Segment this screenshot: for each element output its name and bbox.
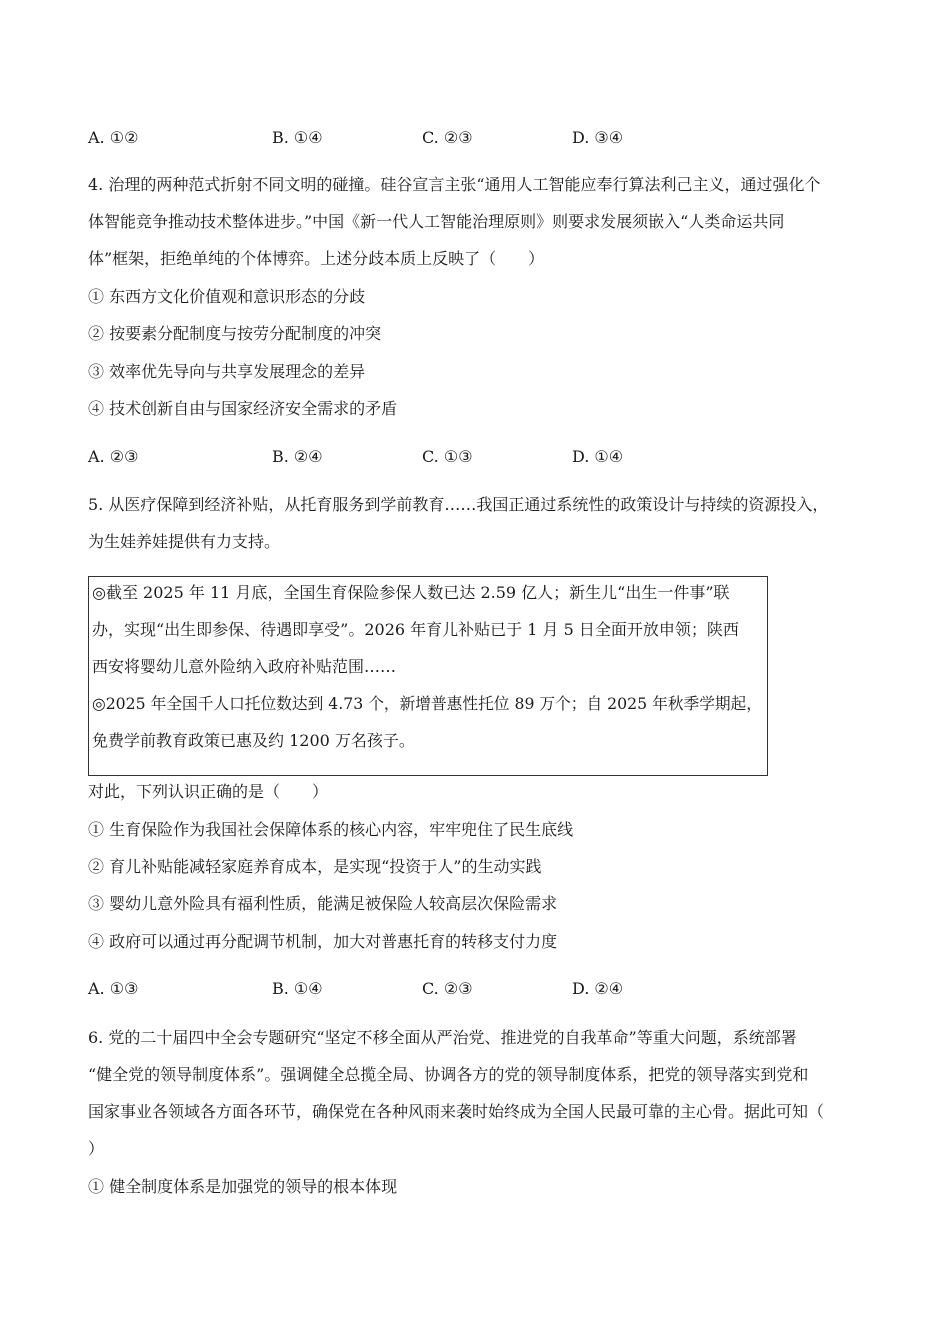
q6-stem-line: “健全党的领导制度体系”。强调健全总揽全局、协调各方的党的领导制度体系，把党的领导落实到党和	[88, 1065, 809, 1084]
q5-material-box	[88, 576, 768, 776]
q6-stem-line: 国家事业各领域各方面各环节，确保党在各种风雨来袭时始终成为全国人民最可靠的主心骨。据此可知（	[88, 1102, 825, 1121]
q4-stem-line: 体智能竞争推动技术整体进步。”中国《新一代人工智能治理原则》则要求发展须嵌入“人类命运共同	[88, 212, 785, 231]
q4-item-3: ③ 效率优先导向与共享发展理念的差异	[88, 362, 366, 381]
q5-box-line: ◎截至 2025 年 11 月底，全国生育保险参保人数已达 2.59 亿人；新生儿“出生一件事”联	[92, 583, 730, 602]
q5-option-a: A. ①③	[88, 979, 139, 998]
q4-item-2: ② 按要素分配制度与按劳分配制度的冲突	[88, 324, 382, 343]
q5-item-3: ③ 婴幼儿意外险具有福利性质，能满足被保险人较高层次保险需求	[88, 894, 558, 913]
q4-option-a: A. ②③	[88, 447, 139, 466]
q4-options	[88, 447, 788, 467]
q4-option-b: B. ②④	[272, 447, 323, 466]
q4-stem-line: 4. 治理的两种范式折射不同文明的碰撞。硅谷宣言主张“通用人工智能应奉行算法利己主义，通过强化个	[88, 175, 821, 194]
q5-question: 对此，下列认识正确的是（ ）	[88, 782, 329, 801]
q5-option-b: B. ①④	[272, 979, 323, 998]
q5-item-2: ② 育儿补贴能减轻家庭养育成本，是实现“投资于人”的生动实践	[88, 857, 542, 876]
q5-item-1: ① 生育保险作为我国社会保障体系的核心内容，牢牢兜住了民生底线	[88, 820, 574, 839]
q3-options	[88, 128, 788, 148]
q5-option-c: C. ②③	[422, 979, 473, 998]
q5-box-line: 西安将婴幼儿意外险纳入政府补贴范围……	[92, 657, 397, 676]
q3-option-a: A. ①②	[88, 128, 139, 147]
q5-option-d: D. ②④	[572, 979, 624, 998]
q4-item-4: ④ 技术创新自由与国家经济安全需求的矛盾	[88, 399, 398, 418]
q5-options	[88, 979, 788, 999]
q4-option-c: C. ①③	[422, 447, 473, 466]
q5-stem-line: 5. 从医疗保障到经济补贴，从托育服务到学前教育……我国正通过系统性的政策设计与持续的资源投入，	[88, 495, 829, 514]
q4-stem-line: 体”框架，拒绝单纯的个体博弈。上述分歧本质上反映了（ ）	[88, 249, 545, 268]
q5-item-4: ④ 政府可以通过再分配调节机制，加大对普惠托育的转移支付力度	[88, 932, 558, 951]
q6-stem-line: 6. 党的二十届四中全会专题研究“坚定不移全面从严治党、推进党的自我革命”等重大问题，系统部署	[88, 1028, 797, 1047]
q3-option-d: D. ③④	[572, 128, 624, 147]
q5-box-line: 免费学前教育政策已惠及约 1200 万名孩子。	[92, 731, 415, 750]
q5-stem-line: 为生娃养娃提供有力支持。	[88, 532, 281, 551]
q5-box-line: ◎2025 年全国千人口托位数达到 4.73 个，新增普惠性托位 89 万个；自 2025 年秋季学期起，	[92, 694, 762, 713]
q3-option-b: B. ①④	[272, 128, 323, 147]
q4-item-1: ① 东西方文化价值观和意识形态的分歧	[88, 287, 366, 306]
q6-item-1: ① 健全制度体系是加强党的领导的根本体现	[88, 1177, 398, 1196]
q6-stem-line: ）	[88, 1139, 105, 1158]
q5-box-line: 办，实现“出生即参保、待遇即享受”。2026 年育儿补贴已于 1 月 5 日全面开放申领；陕西	[92, 620, 739, 639]
q4-option-d: D. ①④	[572, 447, 624, 466]
q3-option-c: C. ②③	[422, 128, 473, 147]
